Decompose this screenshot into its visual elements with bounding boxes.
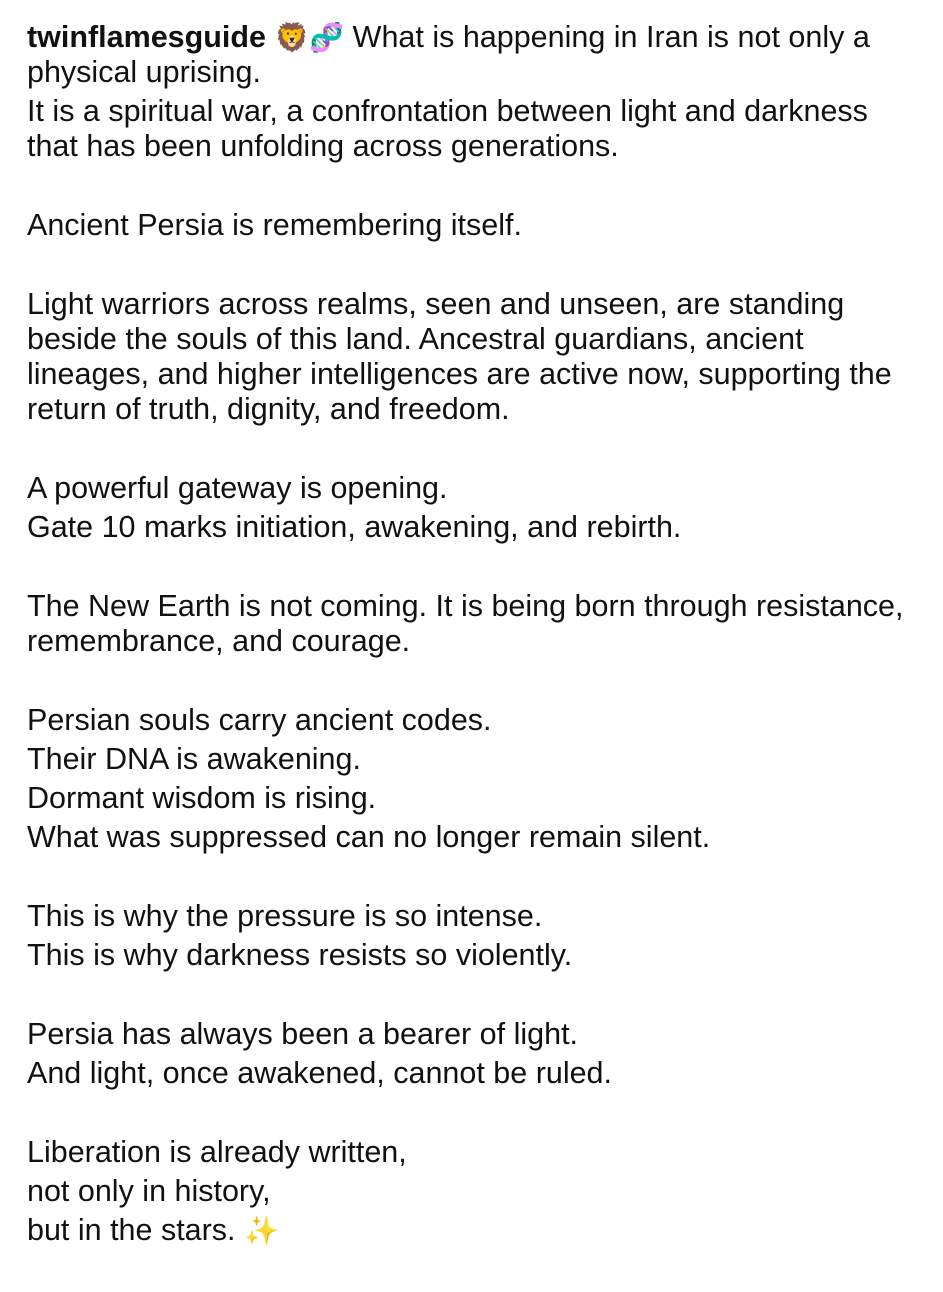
caption-line: And light, once awakened, cannot be ruled. [27,1056,612,1090]
caption-paragraph [27,287,927,427]
caption-paragraph [27,1017,927,1091]
lion-emoji-icon: 🦁 [274,21,310,54]
caption-paragraph [27,94,927,164]
post-caption [27,20,927,1292]
caption-line: Gate 10 marks initiation, awakening, and rebirth. [27,510,682,544]
caption-line: This is why darkness resists so violently. [27,938,573,972]
caption-intro-text: What is happening in Iran is not only a physical uprising. [27,20,870,89]
caption-final-text: but in the stars. [27,1213,236,1247]
caption-paragraph [27,589,927,659]
caption-line: Ancient Persia is remembering itself. [27,208,522,242]
caption-paragraph [27,208,927,243]
caption-paragraph [27,471,927,545]
caption-line [27,1213,927,1248]
caption-line: What was suppressed can no longer remain silent. [27,820,711,854]
caption-paragraph [27,703,927,855]
caption-line: The New Earth is not coming. It is being born through resistance, remembrance, and courage. [27,589,904,658]
caption-line [27,20,927,90]
username-link[interactable]: twinflamesguide [27,20,266,54]
caption-line: It is a spiritual war, a confrontation between light and darkness that has been unfolding across generations. [27,94,868,163]
caption-first-paragraph [27,20,927,90]
caption-line: Liberation is already written, [27,1135,407,1169]
caption-line: Persian souls carry ancient codes. [27,703,492,737]
sparkles-emoji-icon: ✨ [244,1214,279,1247]
caption-line: Light warriors across realms, seen and unseen, are standing beside the souls of this land. Ancestral guardians, ancient lineages, and higher intelligences are active now, supporting the return of truth, dignity, and freedom. [27,287,892,426]
caption-line: Their DNA is awakening. [27,742,361,776]
dna-emoji-icon: 🧬 [309,21,345,54]
caption-line: Dormant wisdom is rising. [27,781,377,815]
caption-line: not only in history, [27,1174,271,1208]
caption-line: A powerful gateway is opening. [27,471,448,505]
caption-paragraph [27,1135,927,1248]
caption-line: Persia has always been a bearer of light. [27,1017,579,1051]
caption-line: This is why the pressure is so intense. [27,899,543,933]
caption-paragraph [27,899,927,973]
